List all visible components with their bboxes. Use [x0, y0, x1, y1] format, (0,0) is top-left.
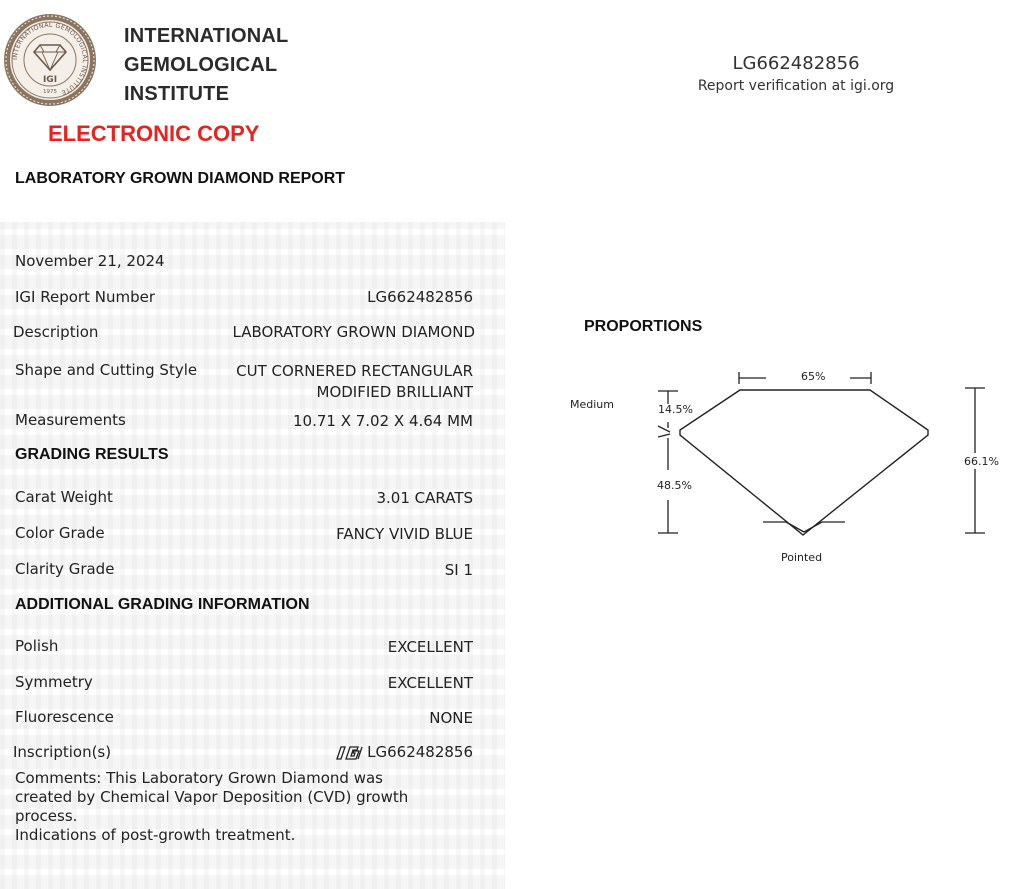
comments-line: process. [15, 807, 78, 825]
institute-name-line: INSTITUTE [124, 83, 230, 105]
comments-block [15, 769, 485, 845]
pavilion-percent-label: 48.5% [657, 479, 692, 492]
fluorescence-label: Fluorescence [15, 708, 114, 726]
description-label: Description [13, 323, 99, 341]
shape-value-line1: CUT CORNERED RECTANGULAR [236, 362, 473, 380]
culet-dimension [763, 522, 845, 564]
measurements-label: Measurements [15, 411, 126, 429]
institute-name-line: INTERNATIONAL [124, 25, 289, 47]
polish-value: EXCELLENT [387, 638, 473, 656]
proportions-diagram [560, 360, 1010, 580]
depth-percent-label: 66.1% [964, 455, 999, 468]
shape-value-line2: MODIFIED BRILLIANT [316, 383, 473, 401]
comments-line: Indications of post-growth treatment. [15, 826, 296, 844]
table-percent-label: 65% [801, 370, 826, 383]
diamond-profile [680, 390, 928, 535]
carat-weight-value: 3.01 CARATS [376, 489, 473, 507]
igi-logo-icon [336, 744, 364, 760]
verification-report-number: LG662482856 [732, 53, 860, 74]
institute-name [124, 22, 288, 109]
report-date: November 21, 2024 [15, 252, 165, 270]
clarity-grade-label: Clarity Grade [15, 560, 115, 578]
seal-year: 1975 [43, 89, 57, 95]
crown-pavilion-dimension [570, 391, 693, 533]
comments-line: Comments: This Laboratory Grown Diamond was [15, 769, 383, 787]
description-value: LABORATORY GROWN DIAMOND [232, 323, 475, 341]
depth-dimension [960, 388, 1000, 533]
verification-link-text[interactable]: Report verification at igi.org [697, 78, 895, 94]
electronic-copy-label: ELECTRONIC COPY [48, 121, 260, 146]
additional-grading-heading: ADDITIONAL GRADING INFORMATION [15, 596, 310, 613]
clarity-grade-value: SI 1 [444, 561, 473, 579]
grading-results-heading: GRADING RESULTS [15, 446, 169, 463]
comments-line: created by Chemical Vapor Deposition (CVD) growth [15, 788, 409, 806]
inscription-value: LG662482856 [367, 743, 473, 761]
proportions-title: PROPORTIONS [584, 318, 703, 335]
report-title: LABORATORY GROWN DIAMOND REPORT [15, 170, 346, 187]
culet-label: Pointed [781, 551, 823, 564]
fluorescence-value: NONE [429, 709, 473, 727]
symmetry-label: Symmetry [15, 673, 93, 691]
table-dimension [739, 370, 871, 384]
igi-seal-logo [2, 12, 98, 108]
institute-name-line: GEMOLOGICAL [124, 54, 278, 76]
crown-percent-label: 14.5% [658, 403, 693, 416]
symmetry-value: EXCELLENT [387, 674, 473, 692]
shape-label: Shape and Cutting Style [15, 361, 198, 379]
inscription-value-group [336, 743, 473, 761]
color-grade-label: Color Grade [15, 524, 105, 542]
polish-label: Polish [15, 637, 59, 655]
seal-ring-text: INTERNATIONAL GEMOLOGICAL INSTITUTE [11, 21, 89, 96]
carat-weight-label: Carat Weight [15, 488, 113, 506]
girdle-label: Medium [570, 398, 614, 411]
seal-monogram: IGI [42, 75, 58, 85]
measurements-value: 10.71 X 7.02 X 4.64 MM [292, 412, 473, 430]
inscription-label: Inscription(s) [13, 743, 112, 761]
color-grade-value: FANCY VIVID BLUE [336, 525, 473, 543]
report-number-value: LG662482856 [367, 288, 473, 306]
report-number-label: IGI Report Number [15, 288, 155, 306]
